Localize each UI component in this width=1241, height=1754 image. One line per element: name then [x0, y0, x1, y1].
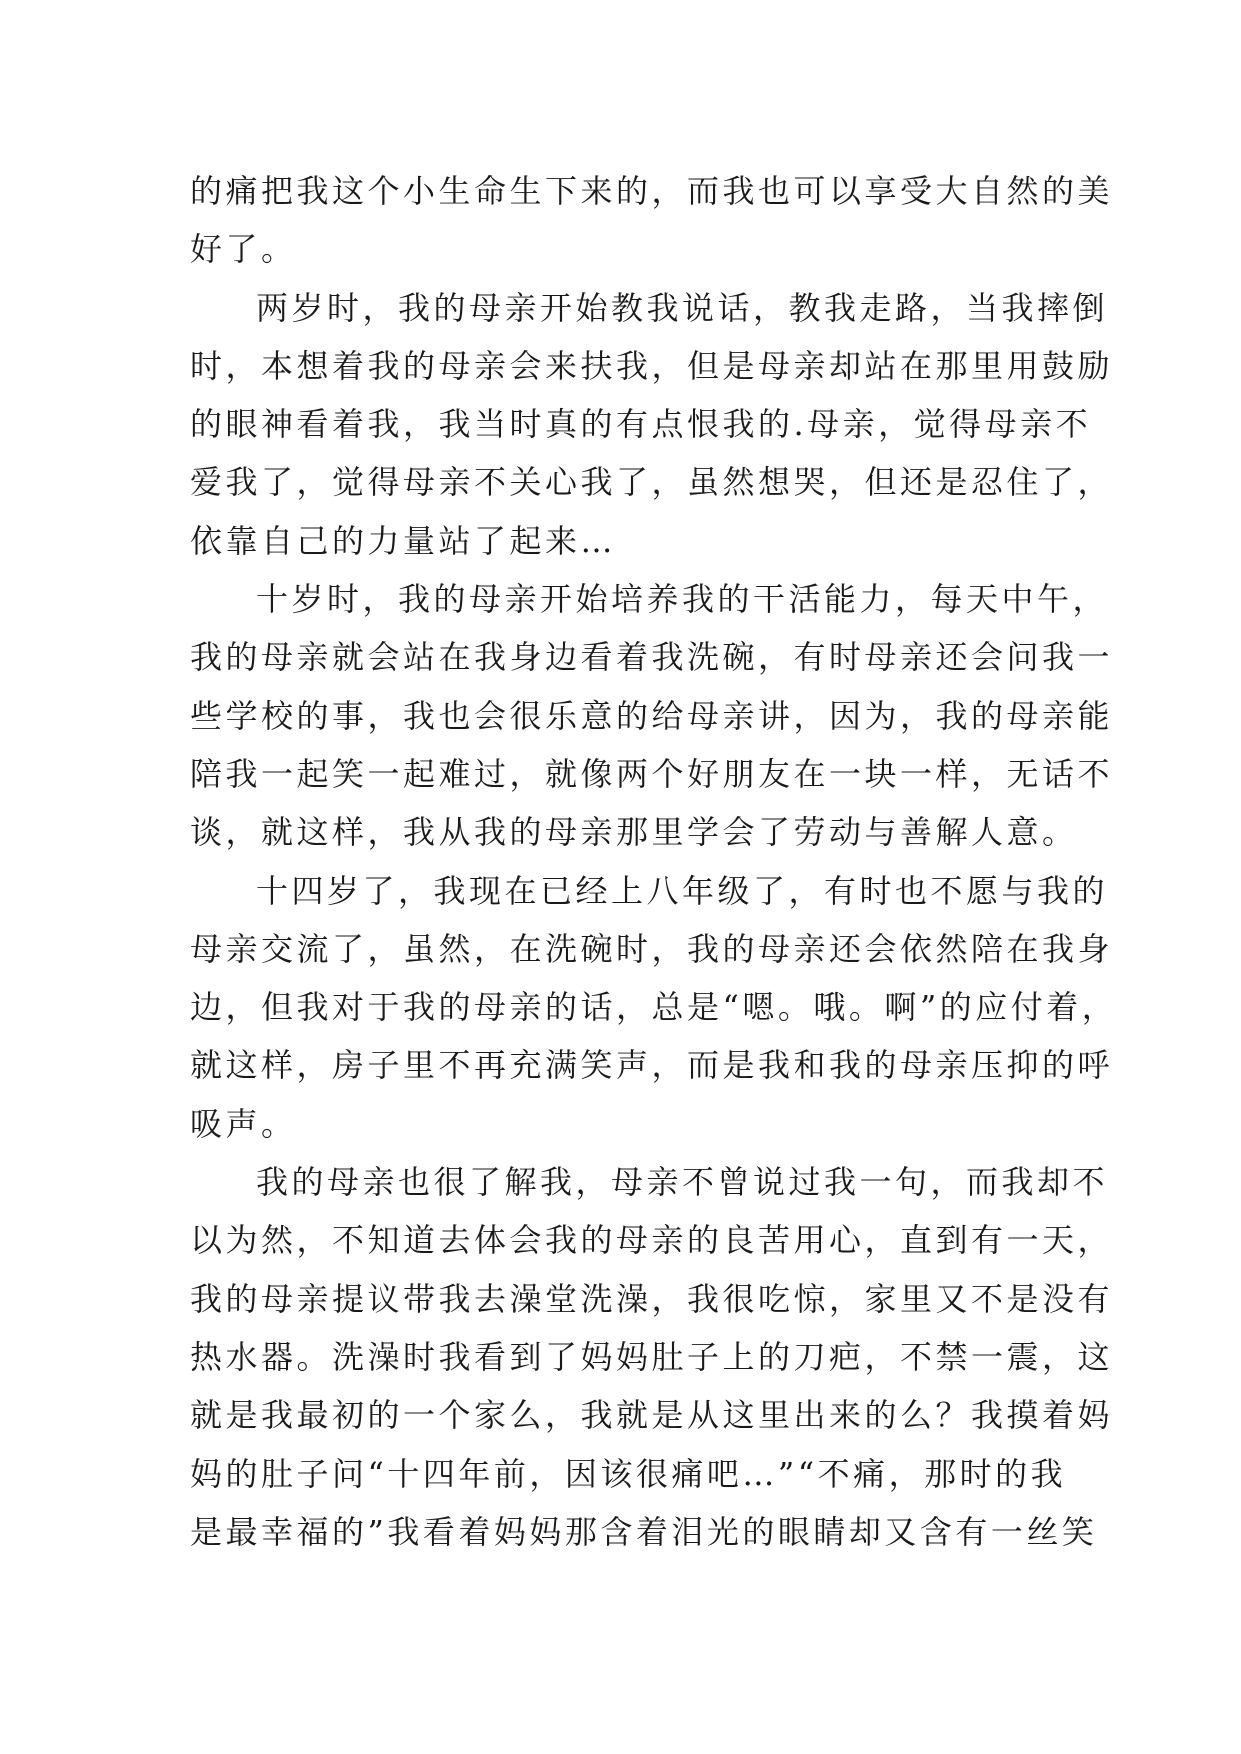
text-line: 十四岁了，我现在已经上八年级了，有时也不愿与我的	[256, 871, 1109, 910]
paragraph-3	[190, 570, 1114, 861]
document-body	[190, 162, 1118, 1561]
text-line: 以为然，不知道去体会我的母亲的良苦用心，直到有一天，	[190, 1221, 1114, 1260]
paragraph-4	[190, 862, 1118, 1153]
text-line: 妈的肚子问“十四年前，因该很痛吧…”“不痛，那时的我	[190, 1454, 1067, 1493]
paragraph-5	[190, 1153, 1114, 1561]
text-line: 母亲交流了，虽然，在洗碗时，我的母亲还会依然陪在我身	[190, 929, 1114, 968]
paragraph-2	[190, 279, 1114, 570]
text-line: 好了。	[190, 230, 297, 269]
text-line: 的痛把我这个小生命生下来的，而我也可以享受大自然的美	[190, 172, 1114, 210]
text-line: 些学校的事，我也会很乐意的给母亲讲，因为，我的母亲能	[190, 696, 1114, 735]
text-line: 是最幸福的”我看着妈妈那含着泪光的眼睛却又含有一丝笑	[190, 1512, 1098, 1551]
text-line: 的眼神看着我，我当时真的有点恨我的.母亲，觉得母亲不	[190, 405, 1092, 444]
text-line: 两岁时，我的母亲开始教我说话，教我走路，当我摔倒	[256, 288, 1109, 327]
text-line: 陪我一起笑一起难过，就像两个好朋友在一块一样，无话不	[190, 754, 1114, 793]
text-line: 时，本想着我的母亲会来扶我，但是母亲却站在那里用鼓励	[190, 346, 1114, 385]
text-line: 我的母亲就会站在我身边看着我洗碗，有时母亲还会问我一	[190, 638, 1114, 677]
text-line: 就是我最初的一个家么，我就是从这里出来的么？我摸着妈	[190, 1396, 1114, 1435]
text-line: 就这样，房子里不再充满笑声，而是我和我的母亲压抑的呼	[190, 1046, 1114, 1085]
text-line: 依靠自己的力量站了起来…	[190, 521, 617, 560]
text-line: 边，但我对于我的母亲的话，总是“嗯。哦。啊”的应付着，	[190, 988, 1118, 1027]
text-line: 谈，就这样，我从我的母亲那里学会了劳动与善解人意。	[190, 813, 1078, 852]
text-line: 吸声。	[190, 1104, 297, 1143]
paragraph-1	[190, 162, 1114, 279]
text-line: 我的母亲提议带我去澡堂洗澡，我很吃惊，家里又不是没有	[190, 1279, 1114, 1318]
text-line: 热水器。洗澡时我看到了妈妈肚子上的刀疤，不禁一震，这	[190, 1337, 1114, 1376]
text-line: 爱我了，觉得母亲不关心我了，虽然想哭，但还是忍住了，	[190, 463, 1114, 502]
text-line: 我的母亲也很了解我，母亲不曾说过我一句，而我却不	[256, 1163, 1109, 1202]
text-line: 十岁时，我的母亲开始培养我的干活能力，每天中午，	[256, 580, 1109, 619]
